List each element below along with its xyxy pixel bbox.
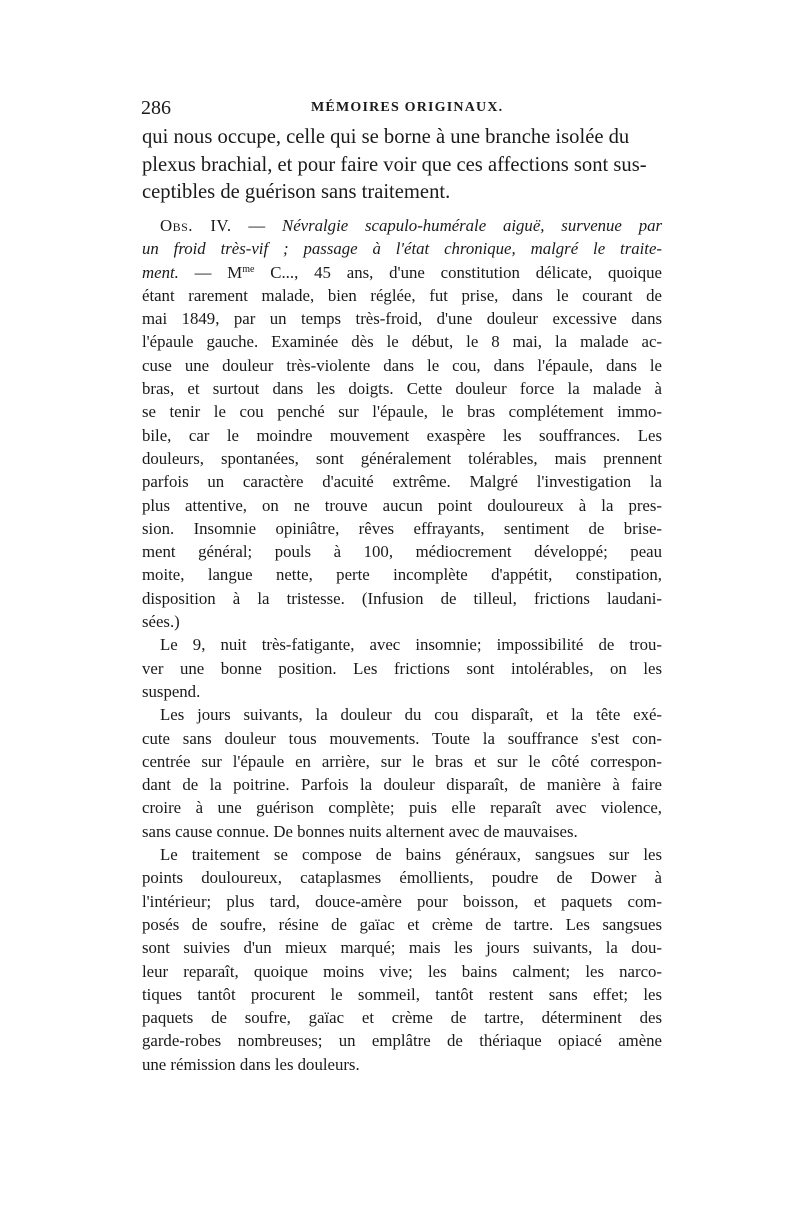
paragraph-line: Les jours suivants, la douleur du cou disparaît, et la tête exé- <box>160 705 662 725</box>
paragraph-treatment <box>142 843 662 1076</box>
paragraph-line: croire à une guérison complète; puis elle reparaît avec violence, <box>142 798 662 818</box>
observation-line: cuse une douleur très-violente dans le cou, dans l'épaule, dans le <box>142 355 662 375</box>
lead-paragraph <box>142 124 662 207</box>
observation-line: plus attentive, on ne trouve aucun point douloureux à la pres- <box>142 495 662 515</box>
lead-line: ceptibles de guérison sans traitement. <box>142 181 451 203</box>
observation-line: mai 1849, par un temps très-froid, d'une douleur excessive dans <box>142 309 662 329</box>
lead-line: plexus brachial, et pour faire voir que ces affections sont sus- <box>142 153 647 176</box>
lead-line: qui nous occupe, celle qui se borne à une branche isolée du <box>142 126 630 148</box>
paragraph-line: une rémission dans les douleurs. <box>142 1054 360 1074</box>
observation-title: Névralgie scapulo-humérale aiguë, survenue par <box>282 216 663 235</box>
observation-line: étant rarement malade, bien réglée, fut prise, dans le courant de <box>142 285 662 305</box>
paragraph-line: dant de la poitrine. Parfois la douleur disparaît, de manière à faire <box>142 775 662 795</box>
paragraph-line: points douloureux, cataplasmes émollients, poudre de Dower à <box>142 868 662 888</box>
paragraph-line: cute sans douleur tous mouvements. Toute la souffrance s'est con- <box>142 728 662 748</box>
observation-line: bras, et surtout dans les doigts. Cette douleur force la malade à <box>142 379 662 399</box>
observation-line: sion. Insomnie opiniâtre, rêves effrayants, sentiment de brise- <box>142 518 662 538</box>
observation-title-line: un froid très-vif ; passage à l'état chronique, malgré le traite- <box>142 239 662 259</box>
paragraph-line: sont suivies d'un mieux marqué; mais les jours suivants, la dou- <box>142 938 662 958</box>
observation-line: se tenir le cou penché sur l'épaule, le bras complétement immo- <box>142 402 662 422</box>
observation-line: ment. — $M^{me}$ C..., 45 ans, d'une constitution délicate, quoique <box>142 262 663 282</box>
paragraph-day-9 <box>142 633 662 703</box>
paragraph-line: garde-robes nombreuses; un emplâtre de thériaque opiacé amène <box>142 1031 662 1051</box>
observation-line: ment général; pouls à 100, médiocrement développé; peau <box>142 542 662 562</box>
paragraph-line: ver une bonne position. Les frictions sont intolérables, on les <box>142 658 662 678</box>
page-number: 286 <box>141 97 171 119</box>
observation-title-line: Obs. IV. — Névralgie scapulo-humérale aiguë, survenue par <box>160 216 663 235</box>
observation-paragraph <box>142 214 662 633</box>
paragraph-line: paquets de soufre, gaïac et crème de tartre, déterminent des <box>142 1008 662 1028</box>
observation-line: parfois un caractère d'acuité extrême. Malgré l'investigation la <box>142 472 662 492</box>
paragraph-line: Le 9, nuit très-fatigante, avec insomnie; impossibilité de trou- <box>160 635 662 655</box>
paragraph-following-days <box>142 703 662 843</box>
paragraph-line: leur reparaît, quoique moins vive; les bains calment; les narco- <box>142 961 662 981</box>
observation-line: douleurs, spontanées, sont généralement tolérables, mais prennent <box>142 448 662 468</box>
observation-line: bile, car le moindre mouvement exaspère les souffrances. Les <box>142 425 662 445</box>
running-title: MÉMOIRES ORIGINAUX. <box>311 100 504 115</box>
abbreviation-superscript: me <box>242 263 255 275</box>
paragraph-line: Le traitement se compose de bains généraux, sangsues sur les <box>160 845 662 865</box>
observation-line: moite, langue nette, perte incomplète d'appétit, constipation, <box>142 565 662 585</box>
paragraph-line: l'intérieur; plus tard, douce-amère pour boisson, et paquets com- <box>142 891 662 911</box>
running-head <box>141 96 661 120</box>
body-text <box>142 214 662 1076</box>
observation-line: disposition à la tristesse. (Infusion de tilleul, frictions laudani- <box>142 588 662 608</box>
paragraph-line: tiques tantôt procurent le sommeil, tantôt restent sans effet; les <box>142 984 662 1004</box>
observation-line: l'épaule gauche. Examinée dès le début, le 8 mai, la malade ac- <box>142 332 662 352</box>
observation-line: sées.) <box>142 612 180 632</box>
observation-label: Obs. IV. <box>160 216 232 235</box>
paragraph-line: suspend. <box>142 681 201 701</box>
paragraph-line: sans cause connue. De bonnes nuits alternent avec de mauvaises. <box>142 821 578 841</box>
paragraph-line: centrée sur l'épaule en arrière, sur le bras et sur le côté correspon- <box>142 751 662 771</box>
paragraph-line: posés de soufre, résine de gaïac et crème de tartre. Les sangsues <box>142 914 662 934</box>
